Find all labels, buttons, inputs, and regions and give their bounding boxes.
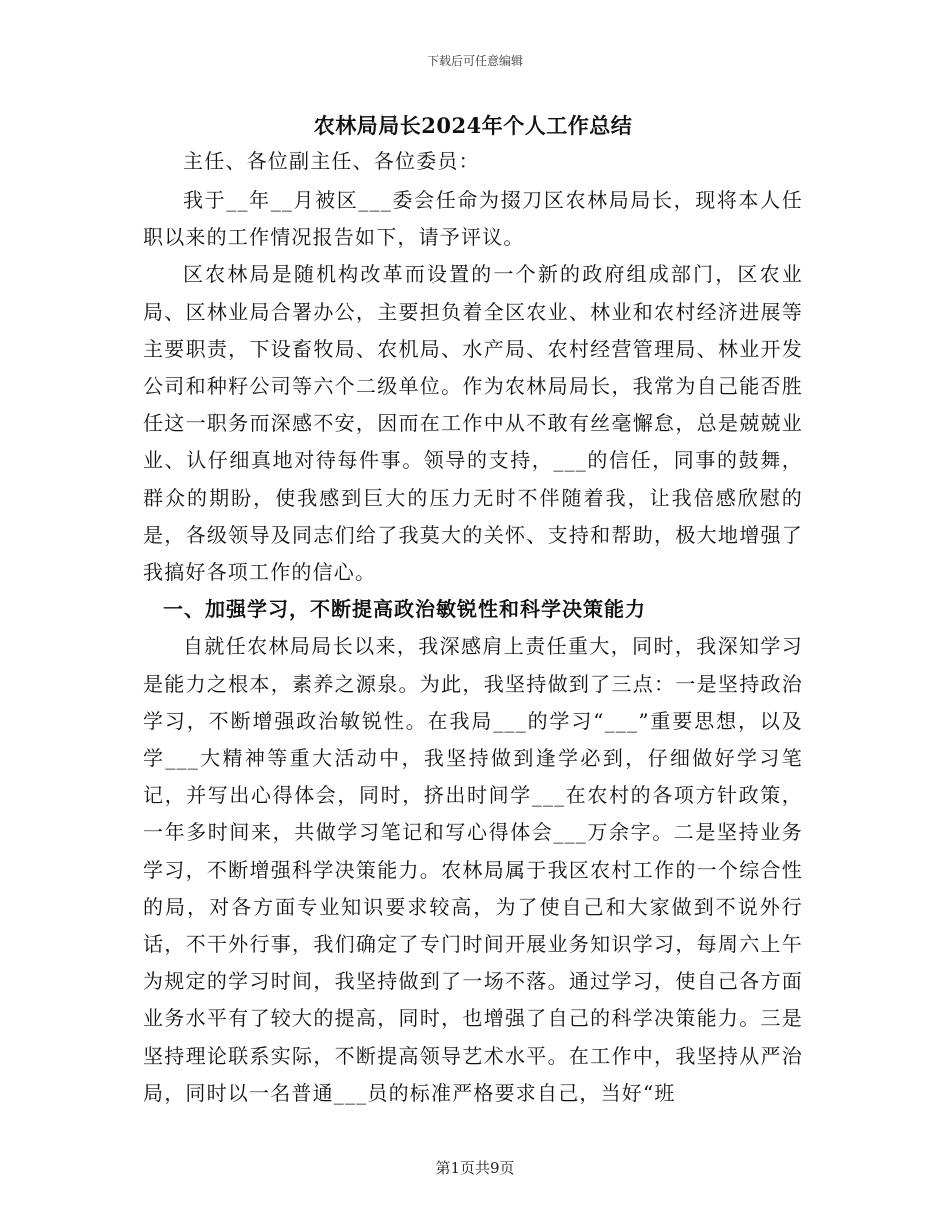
paragraph-background: 区农林局是随机构改革而设置的一个新的政府组成部门，区农业局、区林业局合署办公，主要担负着全区农业、林业和农村经济进展等主要职责，下设畜牧局、农机局、水产局、农村经营管理局、林业开发公司和种籽公司等六个二级单位。作为农林局局长，我常为自己能否胜任这一职务而深感不安，因而在工作中从不敢有丝毫懈怠，总是兢兢业业、认仔细真地对待每件事。领导的支持，___的信任，同事的鼓舞，群众的期盼，使我感到巨大的压力无时不伴随着我，让我倍感欣慰的是，各级领导及同志们给了我莫大的关怀、支持和帮助，极大地增强了我搞好各项工作的信心。 xyxy=(143,262,803,585)
document-body xyxy=(143,110,803,1112)
paragraph-intro: 我于__年__月被区___委会任命为掇刀区农林局局长，现将本人任职以来的工作情况报告如下，请予评议。 xyxy=(143,188,803,250)
document-title: 农林局局长2024年个人工作总结 xyxy=(313,113,633,138)
header-note: 下载后可任意编辑 xyxy=(426,54,523,68)
page-footer: 第1页共9页 xyxy=(435,1159,515,1177)
paragraph-section-1: 自就任农林局局长以来，我深感肩上责任重大，同时，我深知学习是能力之根本，素养之源泉。为此，我坚持做到了三点：一是坚持政治学习，不断增强政治敏锐性。在我局___的学习“___”重要思想，以及学___大精神等重大活动中，我坚持做到逢学必到，仔细做好学习笔记，并写出心得体会，同时，挤出时间学___在农村的各项方针政策，一年多时间来，共做学习笔记和写心得体会___万余字。二是坚持业务学习，不断增强科学决策能力。农林局属于我区农村工作的一个综合性的局，对各方面专业知识要求较高，为了使自己和大家做到不说外行话，不干外行事，我们确定了专门时间开展业务知识学习，每周六上午为规定的学习时间，我坚持做到了一场不落。通过学习，使自己各方面业务水平有了较大的提高，同时，也增强了自己的科学决策能力。三是坚持理论联系实际，不断提高领导艺术水平。在工作中，我坚持从严治局，同时以一名普通___员的标准严格要求自己，当好“班 xyxy=(143,634,803,1105)
section-heading-1: 一、加强学习，不断提高政治敏锐性和科学决策能力 xyxy=(163,597,646,622)
salutation: 主任、各位副主任、各位委员： xyxy=(183,149,480,173)
